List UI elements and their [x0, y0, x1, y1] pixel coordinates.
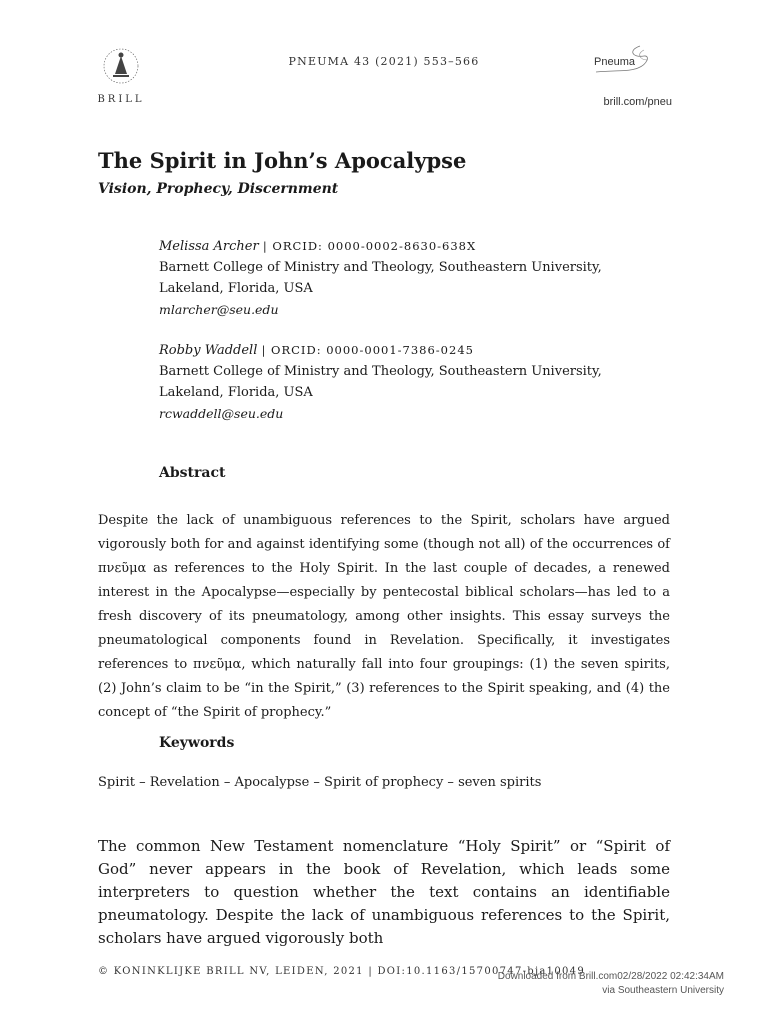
publisher-name: BRILL: [97, 94, 145, 105]
author-orcid[interactable]: | ORCID: 0000-0002-8630-638X: [262, 239, 477, 253]
journal-logo: [588, 44, 658, 80]
brill-seal-icon: [101, 44, 141, 92]
author-location: Lakeland, Florida, USA: [159, 385, 313, 400]
author-name: Melissa Archer: [159, 239, 259, 254]
abstract-text: Despite the lack of unambiguous references to the Spirit, scholars have argued vigorously both for and against identifying some (though not all) of the occurrences of πνεῦμα as references to the Holy Spirit. In the last couple of decades, a renewed interest in the Apocalypse—especially by pentecostal biblical scholars—has led to a fresh discovery of its pneumatology, among other insights. This essay surveys the pneumatological components found in Revelation. Specifically, it investigates references to πνεῦμα, which naturally fall into four groupings: (1) the seven spirits, (2) John’s claim to be “in the Spirit,” (3) references to the Spirit speaking, and (4) the concept of “the Spirit of prophecy.”: [98, 513, 670, 720]
author-affiliation: Barnett College of Ministry and Theology, Southeastern University,: [159, 364, 602, 379]
copyright-doi: © KONINKLIJKE BRILL NV, LEIDEN, 2021 | DOI:10.1163/15700747-bja10049: [98, 966, 585, 977]
download-institution: via Southeastern University: [602, 985, 724, 996]
keywords-heading: Keywords: [159, 735, 235, 751]
author-affiliation: Barnett College of Ministry and Theology, Southeastern University,: [159, 260, 602, 275]
author-email[interactable]: mlarcher@seu.edu: [159, 302, 279, 317]
abstract-heading: Abstract: [159, 465, 226, 481]
journal-url[interactable]: brill.com/pneu: [603, 96, 672, 108]
author-location: Lakeland, Florida, USA: [159, 281, 313, 296]
author-name: Robby Waddell: [159, 343, 258, 358]
download-timestamp: Downloaded from Brill.com02/28/2022 02:42:34AM: [497, 971, 724, 982]
author-email[interactable]: rcwaddell@seu.edu: [159, 406, 284, 421]
article-subtitle: Vision, Prophecy, Discernment: [98, 181, 339, 197]
keywords-list: Spirit – Revelation – Apocalypse – Spirit of prophecy – seven spirits: [98, 775, 542, 790]
journal-reference: PNEUMA 43 (2021) 553–566: [288, 55, 480, 68]
author-block: [159, 236, 602, 320]
download-stamp: [498, 970, 724, 998]
author-block: [159, 340, 602, 424]
author-orcid[interactable]: | ORCID: 0000-0001-7386-0245: [261, 343, 474, 357]
article-title: The Spirit in John’s Apocalypse: [98, 148, 467, 173]
body-paragraph: The common New Testament nomenclature “Holy Spirit” or “Spirit of God” never appears in the book of Revelation, which leads some interpreters to question whether the text contains an identifiable pneumatology. Despite the lack of unambiguous references to the Spirit, scholars have argued vigorously both: [98, 837, 670, 947]
journal-logo-text: Pneuma: [594, 56, 635, 68]
